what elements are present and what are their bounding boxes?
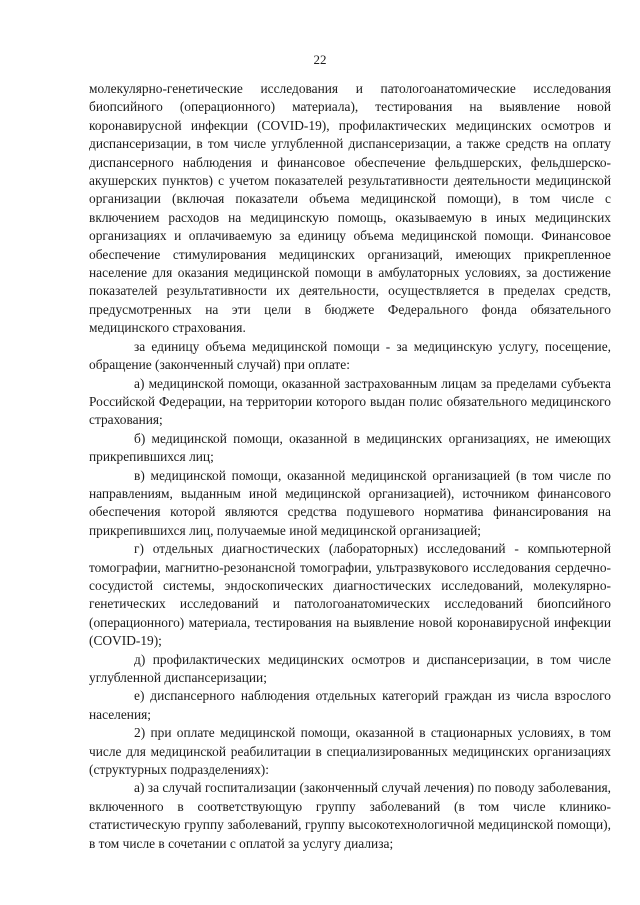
paragraph-item-a: а) медицинской помощи, оказанной застрахованным лицам за пределами субъекта Российской Федерации, на территории которого выдан полис обязательного медицинского страхования; bbox=[89, 375, 611, 428]
paragraph-item-d: д) профилактических медицинских осмотров и диспансеризации, в том числе углубленной диспансеризации; bbox=[89, 651, 611, 685]
document-body bbox=[89, 80, 611, 853]
paragraph-section-2: 2) при оплате медицинской помощи, оказанной в стационарных условиях, в том числе для медицинской реабилитации в специализированных медицинских организациях (структурных подразделениях): bbox=[89, 725, 611, 778]
paragraph-unit-payment: за единицу объема медицинской помощи - за медицинскую услугу, посещение, обращение (законченный случай) при оплате: bbox=[89, 338, 611, 373]
paragraph-continuation: молекулярно-генетические исследования и патологоанатомические исследования биопсийного (операционного) материала), тестирования на выявление новой коронавирусной инфекции (COVID-19), профилактических медицинских осмотров и диспансеризации, в том числе углубленной диспансеризации, а также средств на оплату диспансерного наблюдения и финансовое обеспечение фельдшерских, фельдшерско-акушерских пунктов) с учетом показателей результативности деятельности медицинской организации (включая показатели объема медицинской помощи), в том числе с включением расходов на медицинскую помощь, оказываемую в иных медицинских организациях и оплачиваемую за единицу объема медицинской помощи. Финансовое обеспечение стимулирования медицинских организаций, имеющих прикрепленное население для оказания медицинской помощи в амбулаторных условиях, за достижение показателей результативности их деятельности, осуществляется в пределах средств, предусмотренных на эти цели в бюджете Федерального фонда обязательного медицинского страхования. bbox=[89, 81, 611, 336]
paragraph-item-e: е) диспансерного наблюдения отдельных категорий граждан из числа взрослого населения; bbox=[89, 688, 611, 722]
paragraph-section-2-item-a: а) за случай госпитализации (законченный случай лечения) по поводу заболевания, включенного в соответствующую группу заболеваний (в том числе клинико-статистическую группу заболеваний, группу высокотехнологичной медицинской помощи), в том числе в сочетании с оплатой за услугу диализа; bbox=[89, 780, 611, 851]
paragraph-item-g: г) отдельных диагностических (лабораторных) исследований - компьютерной томографии, магнитно-резонансной томографии, ультразвукового исследования сердечно-сосудистой системы, эндоскопических диагностических исследований, молекулярно-генетических исследований и патологоанатомических исследований биопсийного (операционного) материала, тестирования на выявление новой коронавирусной инфекции (COVID-19); bbox=[89, 541, 611, 649]
page-number: 22 bbox=[313, 52, 327, 67]
paragraph-item-b: б) медицинской помощи, оказанной в медицинских организациях, не имеющих прикрепившихся лиц; bbox=[89, 430, 611, 465]
paragraph-item-v: в) медицинской помощи, оказанной медицинской организацией (в том числе по направлениям, выданным иной медицинской организацией), источником финансового обеспечения которой являются средства подушевого норматива финансирования на прикрепившихся лиц, получаемые иной медицинской организацией; bbox=[89, 467, 611, 538]
